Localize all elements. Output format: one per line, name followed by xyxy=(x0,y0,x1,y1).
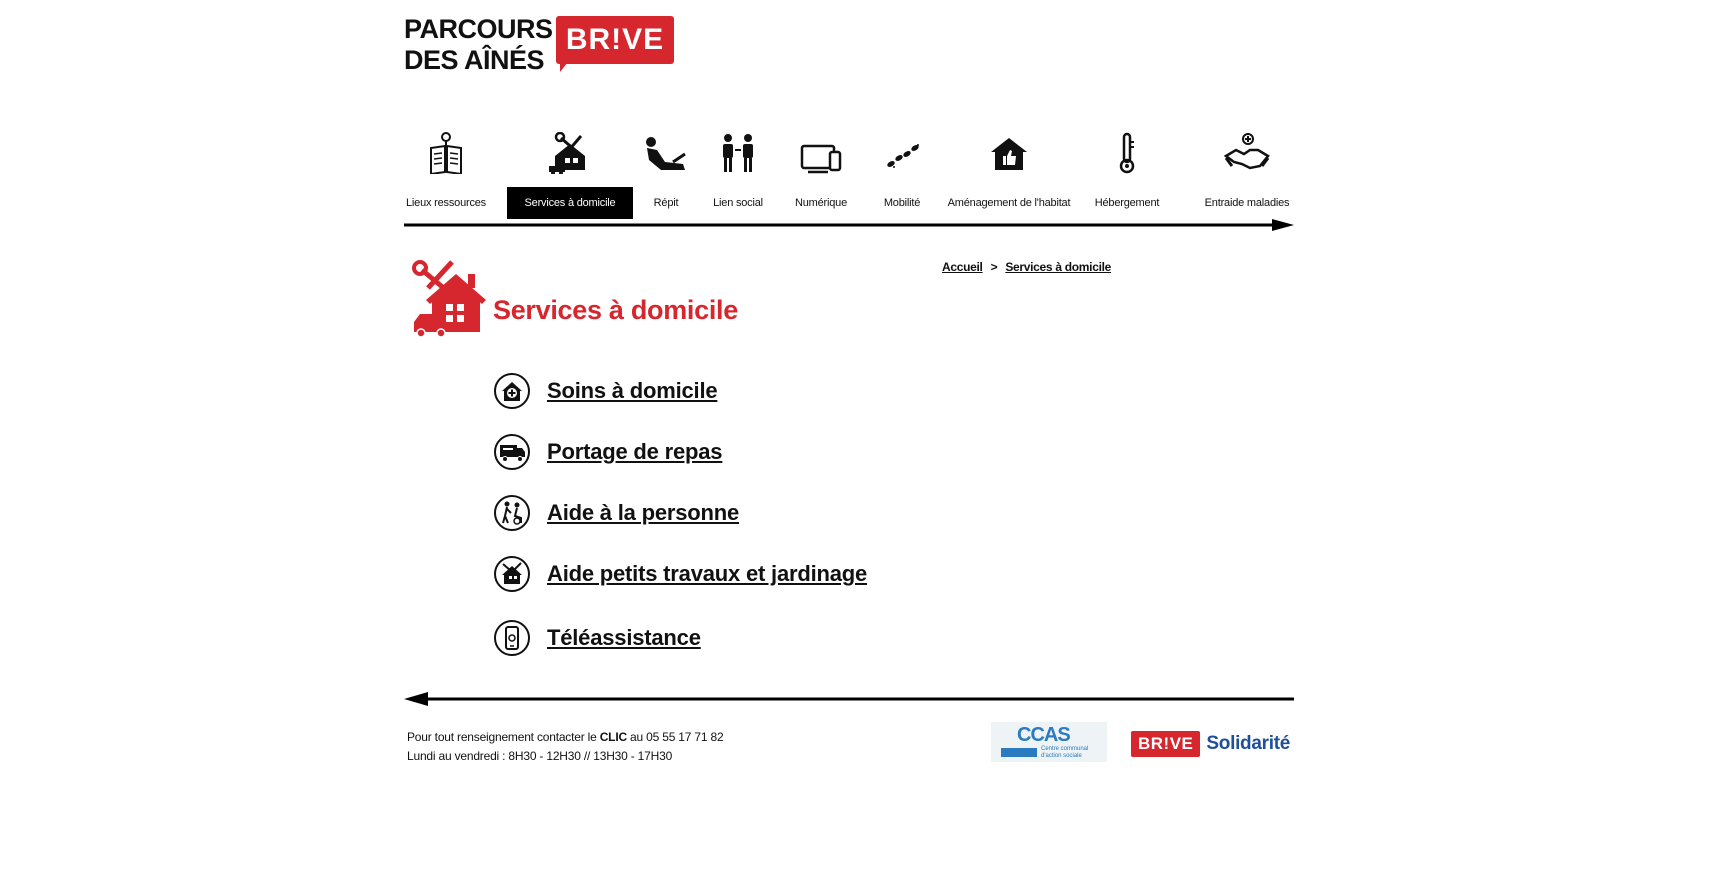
brive-solidarite-logo[interactable] xyxy=(1131,728,1290,760)
nav-label: Numérique xyxy=(794,197,847,209)
ccas-logo[interactable] xyxy=(991,722,1107,762)
nav-label: Lieux ressources xyxy=(406,197,486,209)
breadcrumb-current-link[interactable]: Services à domicile xyxy=(1005,260,1112,274)
contact-suffix: au 05 55 17 71 82 xyxy=(626,730,724,744)
service-link-teleassistance[interactable] xyxy=(493,618,701,658)
nav-label: Hébergement xyxy=(1094,197,1160,209)
breadcrumb xyxy=(942,260,1111,274)
service-label: Téléassistance xyxy=(547,625,701,650)
house-tools-icon xyxy=(547,132,593,174)
ccas-word: CCAS xyxy=(1017,724,1070,746)
contact-org: CLIC xyxy=(599,730,627,744)
contact-prefix: Pour tout renseignement contacter le xyxy=(407,730,600,744)
nav-arrow-right-icon xyxy=(404,219,1294,231)
devices-icon xyxy=(798,132,844,174)
logo-badge-tail xyxy=(560,62,568,72)
service-label: Aide petits travaux et jardinage xyxy=(547,561,868,586)
nav-item-mobilite[interactable] xyxy=(870,128,934,212)
handshake-icon xyxy=(1224,132,1270,174)
nav-item-lieux-ressources[interactable] xyxy=(404,128,488,212)
walking-aid-icon xyxy=(493,494,531,532)
key-icon xyxy=(1104,132,1150,174)
ccas-bar xyxy=(1001,748,1037,757)
nav-label: Entraide maladies xyxy=(1204,197,1290,209)
footsteps-icon xyxy=(879,132,925,174)
main-nav xyxy=(404,128,1294,212)
footer-hours: Lundi au vendredi : 8H30 - 12H30 // 13H30 - 17H30 xyxy=(407,749,673,763)
site-logo[interactable] xyxy=(404,12,684,74)
nav-label: Répit xyxy=(653,197,679,209)
nav-item-amenagement-habitat[interactable] xyxy=(942,128,1076,212)
nav-item-repit[interactable] xyxy=(636,128,696,212)
footer-contact-line xyxy=(407,728,723,747)
service-link-soins-a-domicile[interactable] xyxy=(493,371,717,411)
house-repair-icon xyxy=(493,555,531,593)
nav-item-hebergement[interactable] xyxy=(1087,128,1167,212)
service-label: Portage de repas xyxy=(547,439,723,464)
house-thumb-icon xyxy=(986,132,1032,174)
nav-item-lien-social[interactable] xyxy=(702,128,774,212)
logo-line-1: PARCOURS xyxy=(404,14,553,44)
logo-line-2: DES AÎNÉS xyxy=(404,45,545,75)
nav-label: Lien social xyxy=(713,197,763,209)
medical-house-icon xyxy=(493,372,531,410)
nav-item-numerique[interactable] xyxy=(782,128,860,212)
nav-item-services-a-domicile[interactable] xyxy=(507,128,633,212)
logo-text xyxy=(404,14,553,76)
alarm-phone-icon xyxy=(493,619,531,657)
service-link-aide-a-la-personne[interactable] xyxy=(493,493,739,533)
logo-badge: BR!VE xyxy=(556,16,674,64)
page-title: Services à domicile xyxy=(493,295,738,325)
nav-label: Mobilité xyxy=(883,197,921,209)
delivery-truck-icon xyxy=(493,433,531,471)
people-icon xyxy=(715,132,761,174)
solidarite-word: Solidarité xyxy=(1206,733,1290,754)
nav-label: Services à domicile xyxy=(507,187,633,219)
recliner-icon xyxy=(643,132,689,174)
breadcrumb-home-link[interactable]: Accueil xyxy=(942,260,983,274)
breadcrumb-separator: > xyxy=(990,260,998,274)
footer-contact xyxy=(407,728,723,766)
brive-badge: BR!VE xyxy=(1131,731,1200,757)
service-label: Aide à la personne xyxy=(547,500,740,525)
house-tools-icon xyxy=(412,260,488,338)
nav-item-entraide-maladies[interactable] xyxy=(1199,128,1295,212)
service-link-aide-petits-travaux[interactable] xyxy=(493,554,867,594)
nav-label: Aménagement de l'habitat xyxy=(947,197,1071,209)
service-label: Soins à domicile xyxy=(547,378,718,403)
back-arrow-left-icon[interactable] xyxy=(404,692,1294,706)
ccas-subtitle: Centre communal d'action sociale xyxy=(1041,746,1089,759)
service-link-portage-de-repas[interactable] xyxy=(493,432,722,472)
map-book-icon xyxy=(423,132,469,174)
